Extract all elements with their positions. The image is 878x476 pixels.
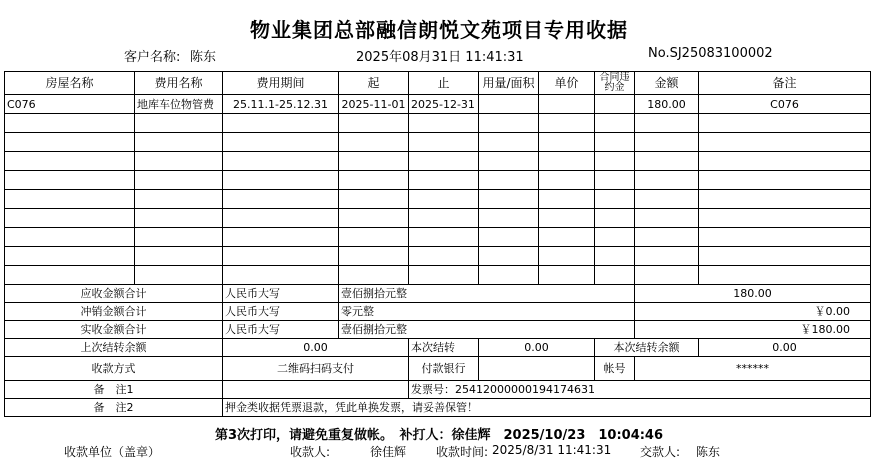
bank-value: [479, 357, 595, 381]
receivable-row: [5, 285, 871, 303]
actual-row: [5, 321, 871, 339]
col-header-note: 备注: [699, 72, 871, 95]
col-header-end: 止: [409, 72, 479, 95]
receipt-datetime: 2025年08月31日 11:41:31: [356, 50, 524, 65]
pay-method-value: 二维码扫码支付: [223, 357, 409, 381]
last-balance-value: 0.00: [223, 339, 409, 357]
cell-fee: 地库车位物管费: [135, 95, 223, 114]
customer-name: 陈东: [190, 50, 217, 65]
payment-row: [5, 357, 871, 381]
receipt-title: 物业集团总部融信朗悦文苑项目专用收据: [250, 18, 628, 42]
cell-house: C076: [5, 95, 135, 114]
this-carry-value: 0.00: [479, 339, 595, 357]
payer-label: 交款人:: [640, 445, 681, 459]
cell-penalty: [595, 95, 635, 114]
col-header-house: 房屋名称: [5, 72, 135, 95]
table-header-row: [5, 72, 871, 95]
remark2-text: 押金类收据凭票退款，凭此单换发票，请妥善保管！: [223, 399, 871, 417]
rmb-upper-label: 人民币大写: [223, 303, 339, 321]
col-header-usage: 用量/面积: [479, 72, 539, 95]
account-label: 帐号: [595, 357, 635, 381]
remark2-label: 备 注2: [5, 399, 223, 417]
table-row-empty: [5, 190, 871, 209]
cell-period: 25.11.1-25.12.31: [223, 95, 339, 114]
offset-amount: ￥0.00: [635, 303, 871, 321]
receipt-table: [4, 71, 871, 417]
actual-label: 实收金额合计: [5, 321, 223, 339]
bank-label: 付款银行: [409, 357, 479, 381]
actual-amount: ￥180.00: [635, 321, 871, 339]
receivable-upper: 壹佰捌拾元整: [339, 285, 635, 303]
col-header-price: 单价: [539, 72, 595, 95]
rmb-upper-label: 人民币大写: [223, 321, 339, 339]
payer-name: 陈东: [696, 445, 721, 459]
col-header-fee: 费用名称: [135, 72, 223, 95]
offset-label: 冲销金额合计: [5, 303, 223, 321]
reprint-note: 第3次打印，请避免重复做帐。 补打人：徐佳辉 2025/10/23 10:04:46: [214, 428, 664, 443]
cell-price: [539, 95, 595, 114]
pay-method-label: 收款方式: [5, 357, 223, 381]
remark1-label: 备 注1: [5, 381, 223, 399]
table-row: [5, 95, 871, 114]
table-row-empty: [5, 114, 871, 133]
col-header-penalty: 合同违约金: [595, 72, 635, 95]
col-header-start: 起: [339, 72, 409, 95]
table-row-empty: [5, 152, 871, 171]
table-row-empty: [5, 133, 871, 152]
remark2-row: [5, 399, 871, 417]
this-balance-value: 0.00: [699, 339, 871, 357]
col-header-period: 费用期间: [223, 72, 339, 95]
cell-amount: 180.00: [635, 95, 699, 114]
table-row-empty: [5, 247, 871, 266]
cell-note: C076: [699, 95, 871, 114]
col-header-amount: 金额: [635, 72, 699, 95]
offset-row: [5, 303, 871, 321]
offset-upper: 零元整: [339, 303, 635, 321]
payee-label: 收款人:: [290, 445, 331, 459]
this-carry-label: 本次结转: [409, 339, 479, 357]
table-row-empty: [5, 228, 871, 247]
payee-name: 徐佳辉: [370, 445, 407, 459]
cell-usage: [479, 95, 539, 114]
cell-start: 2025-11-01: [339, 95, 409, 114]
table-row-empty: [5, 266, 871, 285]
receipt-number: No.SJ25083100002: [648, 46, 773, 61]
remark1-row: [5, 381, 871, 399]
this-balance-label: 本次结转余额: [595, 339, 699, 357]
rmb-upper-label: 人民币大写: [223, 285, 339, 303]
customer-label: 客户名称:: [124, 50, 181, 65]
receivable-amount: 180.00: [635, 285, 871, 303]
table-row-empty: [5, 171, 871, 190]
actual-upper: 壹佰捌拾元整: [339, 321, 635, 339]
cell-end: 2025-12-31: [409, 95, 479, 114]
unit-label: 收款单位（盖章）: [64, 445, 161, 459]
receivable-label: 应收金额合计: [5, 285, 223, 303]
last-balance-label: 上次结转余额: [5, 339, 223, 357]
time-label: 收款时间:: [436, 445, 489, 459]
invoice-number: 发票号：25412000000194174631: [409, 381, 871, 399]
balance-row: [5, 339, 871, 357]
account-value: ******: [635, 357, 871, 381]
table-row-empty: [5, 209, 871, 228]
receipt-time: 2025/8/31 11:41:31: [492, 443, 612, 457]
